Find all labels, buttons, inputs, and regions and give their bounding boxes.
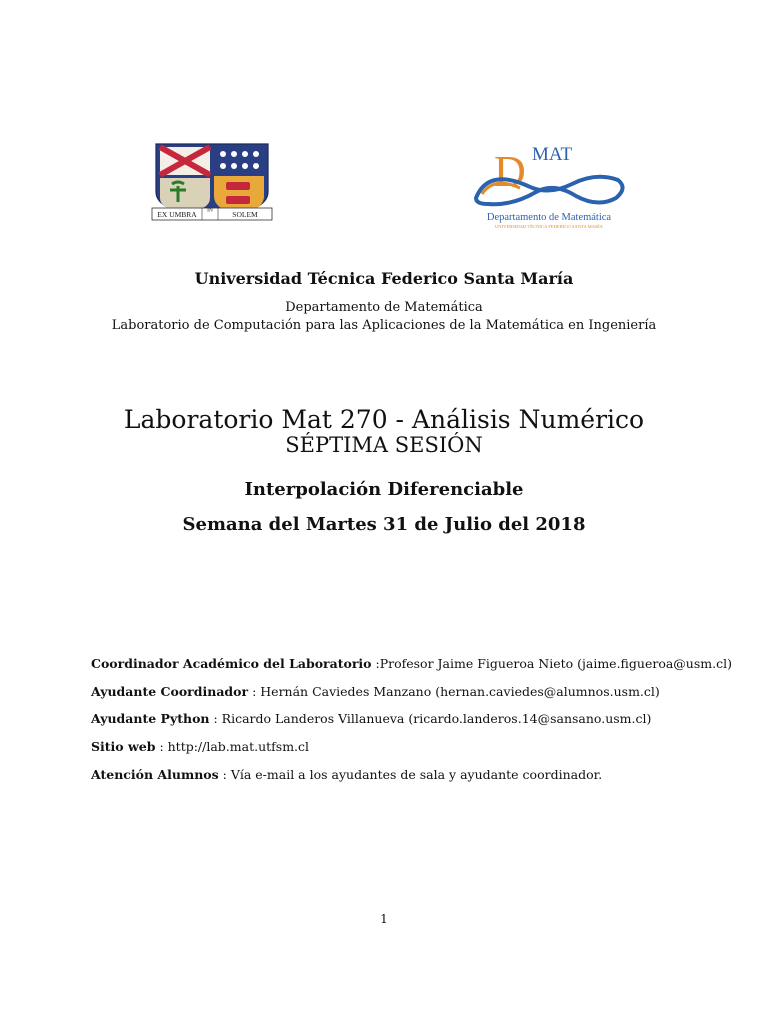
staff-row-assistant — [91, 684, 660, 699]
university-name: Universidad Técnica Federico Santa María — [194, 269, 574, 288]
course-title: Laboratorio Mat 270 - Análisis Numérico — [123, 405, 645, 434]
website-label: Sitio web — [91, 739, 156, 754]
staff-row-coordinator — [91, 656, 732, 671]
attention-value: : Vía e-mail a los ayudantes de sala y ayudante coordinador. — [222, 767, 603, 782]
usm-motto-left: EX UMBRA — [157, 210, 197, 219]
staff-row-website — [91, 739, 309, 754]
staff-row-attention — [91, 767, 602, 782]
dmat-letters-mat: MAT — [532, 144, 573, 165]
usm-motto-right: SOLEM — [232, 210, 258, 219]
dmat-subcaption: UNIVERSIDAD TÉCNICA FEDERICO SANTA MARÍA — [494, 224, 604, 229]
dmat-letter-d: D — [494, 147, 526, 196]
dmat-caption: Departamento de Matemática — [486, 212, 612, 223]
laboratory-name: Laboratorio de Computación para las Aplicaciones de la Matemática en Ingeniería — [111, 318, 657, 333]
python-label: Ayudante Python — [91, 711, 210, 726]
usm-crest-logo — [150, 140, 274, 226]
usm-motto-mid: IN — [207, 207, 213, 214]
department-name: Departamento de Matemática — [285, 300, 483, 315]
session-topic: Interpolación Diferenciable — [244, 479, 524, 500]
dmat-logo — [468, 140, 630, 232]
attention-label: Atención Alumnos — [91, 767, 219, 782]
page-number: 1 — [380, 912, 388, 926]
python-value: : Ricardo Landeros Villanueva (ricardo.landeros.14@sansano.usm.cl) — [213, 711, 652, 726]
session-title: SÉPTIMA SESIÓN — [285, 433, 483, 457]
coordinator-value: :Profesor Jaime Figueroa Nieto (jaime.figueroa@usm.cl) — [375, 656, 732, 671]
coordinator-label: Coordinador Académico del Laboratorio — [91, 656, 372, 671]
assistant-label: Ayudante Coordinador — [91, 684, 249, 699]
website-value: : http://lab.mat.utfsm.cl — [159, 739, 310, 754]
assistant-value: : Hernán Caviedes Manzano (hernan.caviedes@alumnos.usm.cl) — [252, 684, 660, 699]
session-week: Semana del Martes 31 de Julio del 2018 — [182, 514, 586, 535]
staff-row-python — [91, 711, 651, 726]
